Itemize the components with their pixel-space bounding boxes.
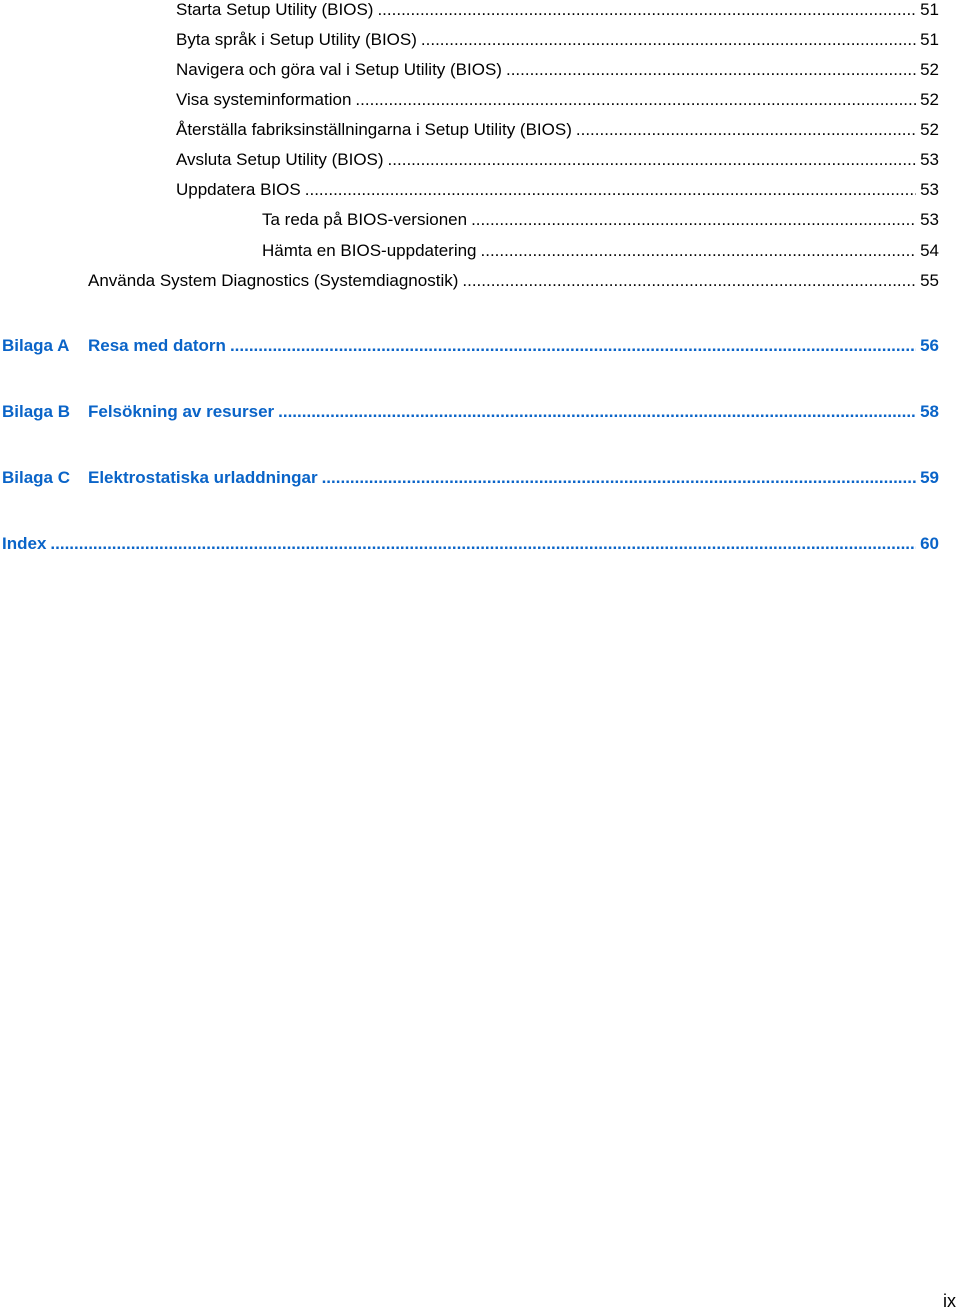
toc-page-number: 54 (920, 241, 939, 260)
toc-page-number: 53 (920, 210, 939, 229)
appendix-title: Felsökning av resurser (88, 402, 275, 421)
toc-entry-title: Ta reda på BIOS-versionen (262, 210, 468, 229)
toc-entry[interactable] (176, 89, 939, 111)
toc-entry[interactable] (176, 119, 939, 141)
toc-entry[interactable] (176, 149, 939, 171)
toc-entry[interactable] (176, 179, 939, 201)
dot-leader (377, 0, 916, 21)
toc-appendix-b[interactable] (2, 401, 939, 423)
toc-entry[interactable] (262, 209, 939, 231)
appendix-label: Bilaga C (2, 468, 71, 487)
toc-page-number: 51 (920, 30, 939, 49)
toc-entry[interactable] (176, 0, 939, 21)
dot-leader (421, 29, 916, 51)
toc-entry[interactable] (176, 29, 939, 51)
dot-leader (305, 179, 916, 201)
dot-leader (355, 89, 916, 111)
toc-entry-title: Navigera och göra val i Setup Utility (BIOS) (176, 60, 502, 79)
dot-leader (462, 270, 916, 292)
toc-page-number: 51 (920, 0, 939, 19)
toc-entry-title: Uppdatera BIOS (176, 180, 301, 199)
toc-index[interactable] (2, 533, 939, 555)
toc-entry-title: Hämta en BIOS-uppdatering (262, 241, 477, 260)
toc-page-number: 52 (920, 90, 939, 109)
toc-entry[interactable] (88, 270, 939, 292)
toc-entry-title: Avsluta Setup Utility (BIOS) (176, 150, 384, 169)
dot-leader (50, 533, 916, 555)
appendix-label: Bilaga A (2, 336, 70, 355)
toc-page-number: 53 (920, 180, 939, 199)
toc-page-number: 55 (920, 271, 939, 290)
page-number: ix (943, 1291, 956, 1311)
toc-page-number: 58 (920, 402, 939, 421)
toc-page-number: 52 (920, 120, 939, 139)
appendix-title: Resa med datorn (88, 336, 226, 355)
dot-leader (471, 209, 916, 231)
toc-entry[interactable] (262, 240, 939, 262)
toc-page-number: 53 (920, 150, 939, 169)
dot-leader (576, 119, 916, 141)
toc-entry-title: Byta språk i Setup Utility (BIOS) (176, 30, 417, 49)
dot-leader (230, 335, 916, 357)
toc-page-number: 56 (920, 336, 939, 355)
toc-entry-title: Använda System Diagnostics (Systemdiagnostik) (88, 271, 459, 290)
appendix-label: Bilaga B (2, 402, 71, 421)
toc-appendix-c[interactable] (2, 467, 939, 489)
dot-leader (481, 240, 917, 262)
toc-page-number: 59 (920, 468, 939, 487)
dot-leader (322, 467, 917, 489)
toc-entry[interactable] (176, 59, 939, 81)
index-title: Index (2, 534, 47, 553)
toc-entry-title: Starta Setup Utility (BIOS) (176, 0, 374, 19)
toc-page-number: 60 (920, 534, 939, 553)
toc-entry-title: Visa systeminformation (176, 90, 352, 109)
toc-entry-title: Återställa fabriksinställningarna i Setup Utility (BIOS) (176, 120, 572, 139)
toc-appendix-a[interactable] (2, 335, 939, 357)
dot-leader (278, 401, 916, 423)
toc-page-number: 52 (920, 60, 939, 79)
appendix-title: Elektrostatiska urladdningar (88, 468, 318, 487)
dot-leader (506, 59, 916, 81)
dot-leader (388, 149, 917, 171)
